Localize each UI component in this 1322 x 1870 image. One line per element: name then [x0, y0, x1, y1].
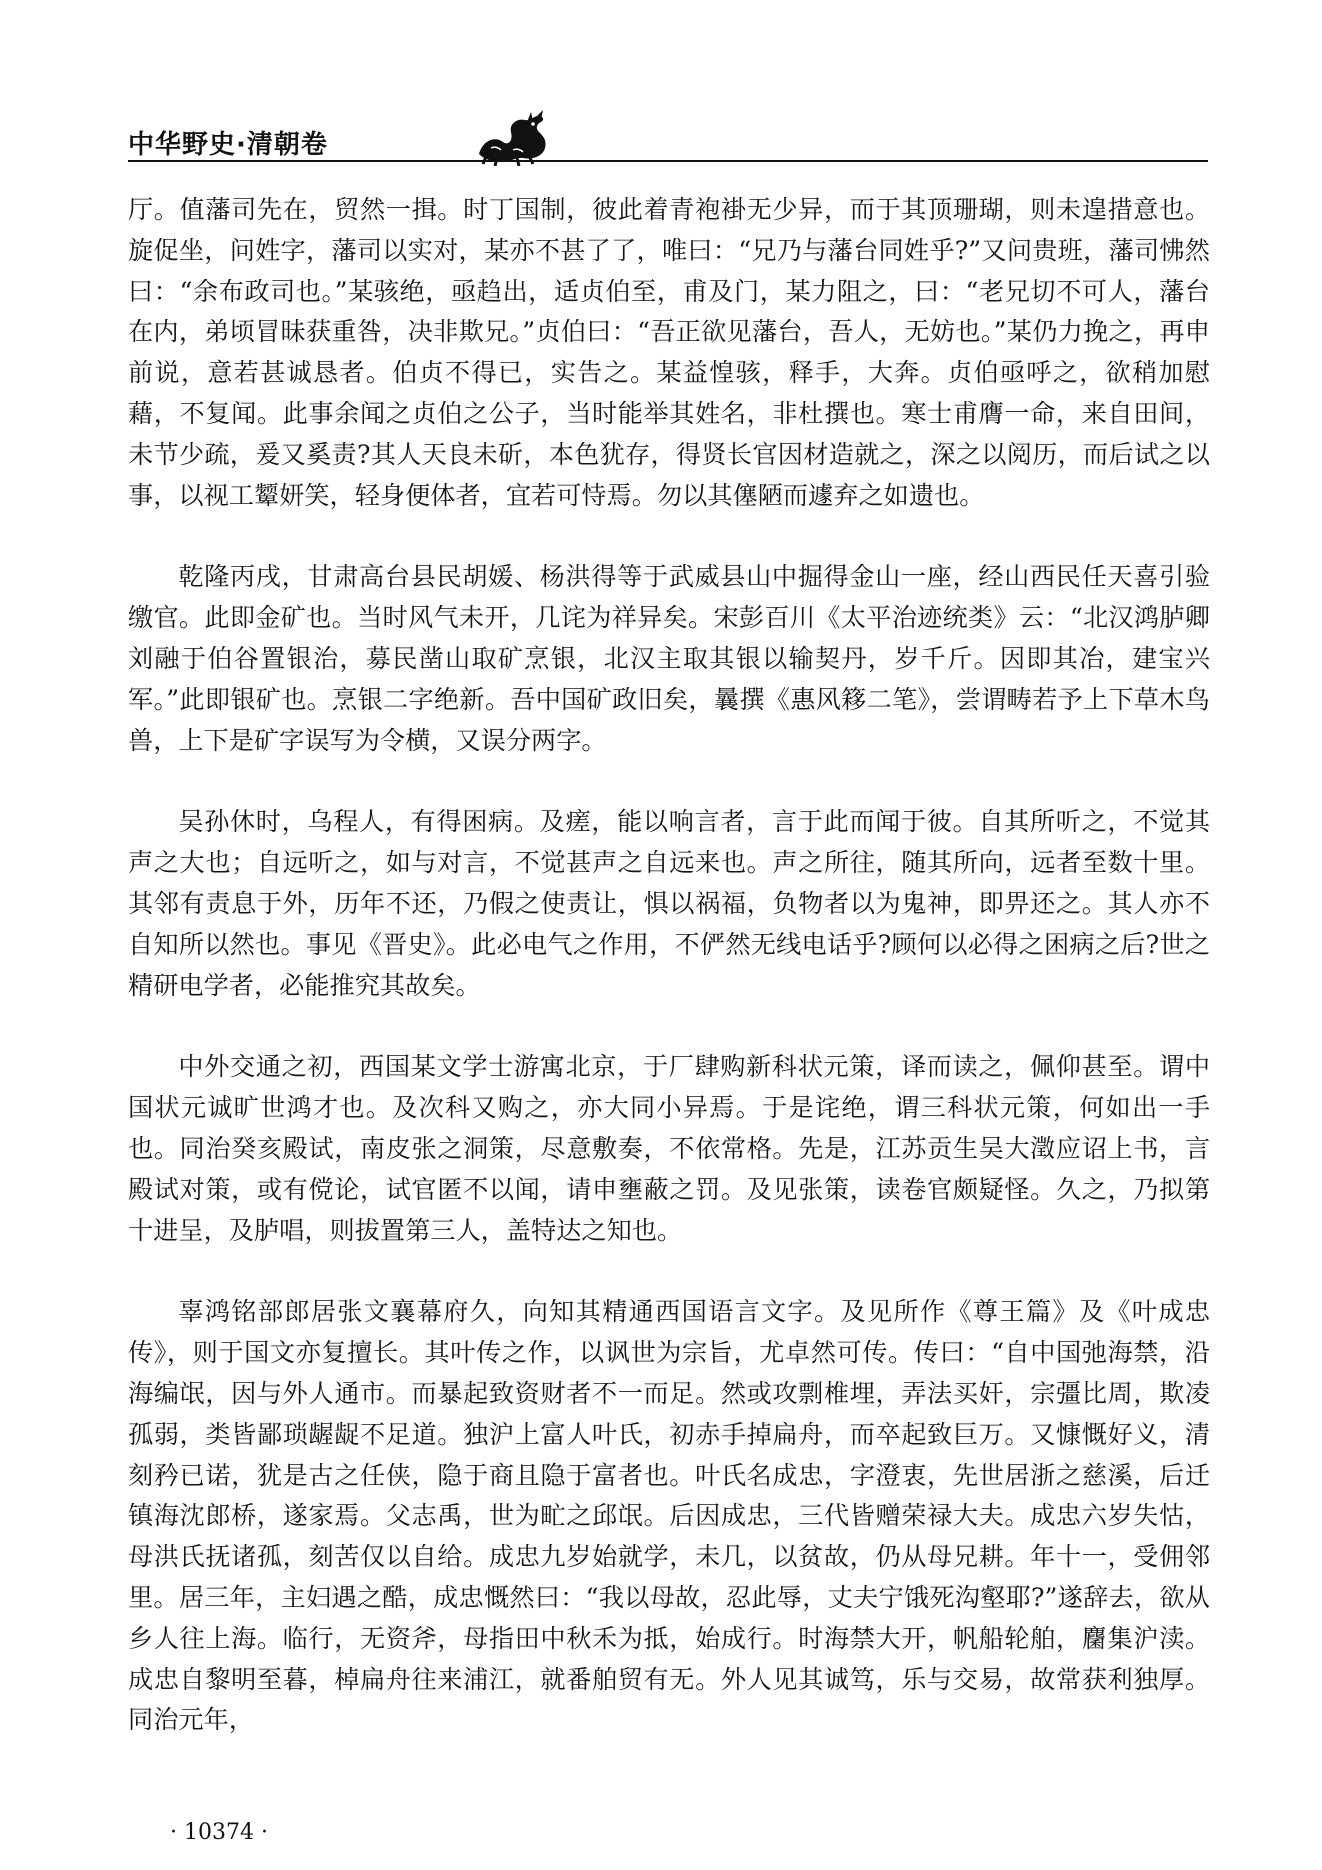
dragon-icon	[473, 110, 551, 166]
article-body	[128, 190, 1210, 1741]
paragraph-5: 辜鸿铭部郎居张文襄幕府久，向知其精通西国语言文字。及见所作《尊王篇》及《叶成忠传》，则于国文亦复擅长。其叶传之作，以讽世为宗旨，尤卓然可传。传曰：“自中国弛海禁，沿海编氓，因与外人通市。而暴起致资财者不一而足。然或攻剽椎埋，弄法买奸，宗彊比周，欺凌孤弱，类皆鄙琐龌龊不足道。独沪上富人叶氏，初赤手掉扁舟，而卒起致巨万。又慷慨好义，清刻矜已诺，犹是古之任侠，隐于商且隐于富者也。叶氏名成忠，字澄衷，先世居浙之慈溪，后迁镇海沈郎桥，遂家焉。父志禹，世为甿之邱氓。后因成忠，三代皆赠荣禄大夫。成忠六岁失怙，母洪氏抚诸孤，刻苦仅以自给。成忠九岁始就学，未几，以贫故，仍从母兄耕。年十一，受佣邻里。居三年，主妇遇之酷，成忠慨然曰：“我以母故，忍此辱，丈夫宁饿死沟壑耶?”遂辞去，欲从乡人往上海。临行，无资斧，母指田中秋禾为抵，始成行。时海禁大开，帆船轮舶，麕集沪渎。成忠自黎明至暮，棹扁舟往来浦江，就番舶贸有无。外人见其诚笃，乐与交易，故常获利独厚。同治元年，	[128, 1297, 1210, 1735]
paragraph-1: 厅。值藩司先在，贸然一揖。时丁国制，彼此着青袍褂无少异，而于其顶珊瑚，则未遑措意也。旋促坐，问姓字，藩司以实对，某亦不甚了了，唯曰：“兄乃与藩台同姓乎?”又问贵班，藩司怫然曰：“余布政司也。”某骇绝，亟趋出，适贞伯至，甫及门，某力阻之，曰：“老兄切不可人，藩台在内，弟顷冒昧获重咎，决非欺兄。”贞伯曰：“吾正欲见藩台，吾人，无妨也。”某仍力挽之，再申前说，意若甚诚恳者。伯贞不得已，实告之。某益惶骇，释手，大奔。贞伯亟呼之，欲稍加慰藉，不复闻。此事余闻之贞伯之公子，当时能举其姓名，非杜撰也。寒士甫膺一命，来自田间，未节少疏，爰又奚责?其人天良未斫，本色犹存，得贤长官因材造就之，深之以阅历，而后试之以事，以视工颦妍笑，轻身便体者，宜若可恃焉。勿以其僿陋而遽弃之如遗也。	[128, 195, 1210, 510]
paragraph-3: 吴孙休时，乌程人，有得困病。及瘥，能以响言者，言于此而闻于彼。自其所听之，不觉其声之大也；自远听之，如与对言，不觉甚声之自远来也。声之所往，随其所向，远者至数十里。其邻有责息于外，历年不还，乃假之使责让，惧以祸福，负物者以为鬼神，即畀还之。其人亦不自知所以然也。事见《晋史》。此必电气之作用，不俨然无线电话乎?顾何以必得之困病之后?世之精研电学者，必能推究其故矣。	[128, 807, 1210, 1000]
page-number: · 10374 ·	[170, 1820, 268, 1845]
book-title: 中华野史·清朝卷	[128, 130, 328, 160]
header-rule	[128, 160, 1208, 162]
page-header	[128, 110, 1208, 170]
paragraph-4: 中外交通之初，西国某文学士游寓北京，于厂肆购新科状元策，译而读之，佩仰甚至。谓中国状元诚旷世鸿才也。及次科又购之，亦大同小异焉。于是诧绝，谓三科状元策，何如出一手也。同治癸亥殿试，南皮张之洞策，尽意敷奏，不依常格。先是，江苏贡生吴大澂应诏上书，言殿试对策，或有傥论，试官匿不以闻，请申壅蔽之罚。及见张策，读卷官颇疑怪。久之，乃拟第十进呈，及胪唱，则拔置第三人，盖特达之知也。	[128, 1052, 1210, 1245]
paragraph-2: 乾隆丙戌，甘肃高台县民胡媛、杨洪得等于武威县山中掘得金山一座，经山西民任天喜引验缴官。此即金矿也。当时风气未开，几诧为祥异矣。宋彭百川《太平治迹统类》云：“北汉鸿胪卿刘融于伯谷置银治，募民凿山取矿烹银，北汉主取其银以输契丹，岁千斤。因即其冶，建宝兴军。”此即银矿也。烹银二字绝新。吾中国矿政旧矣，曩撰《惠风簃二笔》，尝谓畴若予上下草木鸟兽，上下是矿字误写为令横，又误分两字。	[128, 562, 1210, 755]
